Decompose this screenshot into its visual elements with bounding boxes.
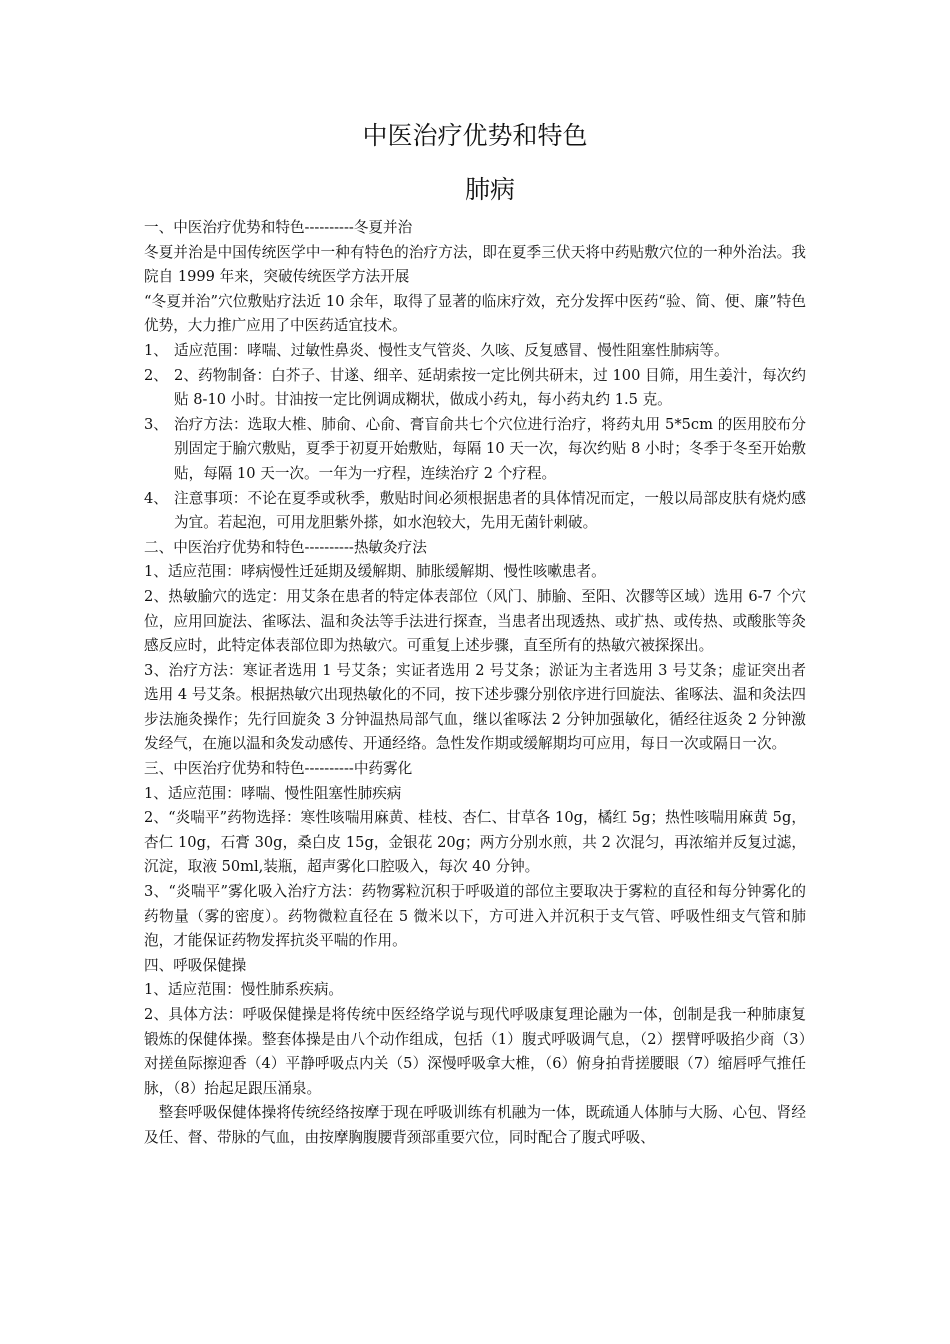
section-1-heading: 一、中医治疗优势和特色----------冬夏并治 [144,219,413,236]
section-1-item [144,413,806,487]
section-4-heading: 四、呼吸保健操 [144,956,247,974]
section-2-para-3: 3、治疗方法：寒证者选用 1 号艾条；实证者选用 2 号艾条；淤证为主者选用 3 号艾条；虚证突出者选用 4 号艾条。根据热敏穴出现热敏化的不同，按下述步骤分别依序进行回旋法、雀啄法、温和灸法四步法施灸操作；先行回旋灸 3 分钟温热局部气血，继以雀啄法 2 分钟加强敏化，循经往返灸 2 分钟激发经气，在施以温和灸发动感传、开通经络。急性发作期或缓解期均可应用，每日一次或隔日一次。 [144,661,806,753]
item-number: 1、 [144,341,168,359]
section-2-para-2: 2、热敏腧穴的选定：用艾条在患者的特定体表部位（风门、肺腧、至阳、次髎等区域）选用 6-7 个穴位，应用回旋法、雀啄法、温和灸法等手法进行探查，当患者出现透热、或扩热、或传热、或酸胀等灸感反应时，此特定体表部位即为热敏穴。可重复上述步骤，直至所有的热敏穴被探探出。 [144,587,806,655]
item-number: 4、 [144,489,168,507]
document-title: 中医治疗优势和特色 [362,121,588,150]
item-text: 治疗方法：选取大椎、肺俞、心俞、膏盲俞共七个穴位进行治疗，将药丸用 5*5cm 的医用胶布分别固定于腧穴敷贴，夏季于初夏开始敷贴，每隔 10 天一次，每次约贴 8 小时；冬季于冬至开始敷贴，每隔 10 天一次。一年为一疗程，连续治疗 2 个疗程。 [174,415,806,482]
section-2-para-1: 1、适应范围：哮病慢性迁延期及缓解期、肺胀缓解期、慢性咳嗽患者。 [144,563,606,581]
item-text: 注意事项：不论在夏季或秋季，敷贴时间必须根据患者的具体情况而定，一般以局部皮肤有烧灼感为宜。若起泡，可用龙胆紫外搽，如水泡较大，先用无菌针刺破。 [174,489,806,532]
document-body [144,216,806,1151]
section-1-intro-2: “冬夏并治”穴位敷贴疗法近 10 余年，取得了显著的临床疗效，充分发挥中医药“验、简、便、廉”特色优势，大力推广应用了中医药适宜技术。 [144,292,806,335]
section-3-para-2: 2、“炎喘平”药物选择：寒性咳喘用麻黄、桂枝、杏仁、甘草各 10g，橘红 5g；热性咳喘用麻黄 5g，杏仁 10g，石膏 30g，桑白皮 15g，金银花 20g；两方分别水煎，共 2 次混匀，再浓缩并反复过滤，沉淀，取液 50ml,装瓶，超声雾化口腔吸入，每次 40 分钟。 [144,809,806,876]
section-3-para-3: 3、“炎喘平”雾化吸入治疗方法：药物雾粒沉积于呼吸道的部位主要取决于雾粒的直径和每分钟雾化的药物量（雾的密度）。药物微粒直径在 5 微米以下，方可进入并沉积于支气管、呼吸性细支气管和肺泡，才能保证药物发挥抗炎平喘的作用。 [144,883,806,950]
item-text: 适应范围：哮喘、过敏性鼻炎、慢性支气管炎、久咳、反复感冒、慢性阻塞性肺病等。 [174,341,729,359]
section-4-para-1: 1、适应范围：慢性肺系疾病。 [144,981,344,999]
item-number: 2、 [144,366,168,384]
section-3-para-1: 1、适应范围：哮喘、慢性阻塞性肺疾病 [144,784,402,802]
section-1-item [144,364,806,413]
document-subtitle: 肺病 [464,175,515,204]
section-1-intro-1: 冬夏并治是中国传统医学中一种有特色的治疗方法，即在夏季三伏天将中药贴敷穴位的一种外治法。我院自 1999 年来，突破传统医学方法开展 [144,243,806,286]
section-4-para-3: 整套呼吸保健体操将传统经络按摩于现在呼吸训练有机融为一体，既疏通人体肺与大肠、心包、肾经及任、督、带脉的气血，由按摩胸腹腰背颈部重要穴位，同时配合了腹式呼吸、 [144,1104,806,1146]
item-number: 3、 [144,415,168,433]
section-1-item [144,487,806,536]
section-3-heading: 三、中医治疗优势和特色----------中药雾化 [144,760,413,778]
section-1-item [144,339,806,364]
section-4-para-2: 2、具体方法：呼吸保健操是将传统中医经络学说与现代呼吸康复理论融为一体，创制是我一种肺康复锻炼的保健体操。整套体操是由八个动作组成，包括（1）腹式呼吸调气息，（2）摆臂呼吸掐少商（3）对搓鱼际擦迎香（4）平静呼吸点内关（5）深慢呼吸拿大椎，（6）俯身拍背搓腰眼（7）缩唇呼气推任脉，（8）抬起足跟压涌泉。 [144,1006,806,1097]
section-2-heading: 二、中医治疗优势和特色----------热敏灸疗法 [144,538,427,556]
item-text: 2、药物制备：白芥子、甘遂、细辛、延胡索按一定比例共研末，过 100 目筛，用生姜汁，每次约贴 8-10 小时。甘油按一定比例调成糊状，做成小药丸，每小药丸约 1.5 克。 [174,366,806,409]
